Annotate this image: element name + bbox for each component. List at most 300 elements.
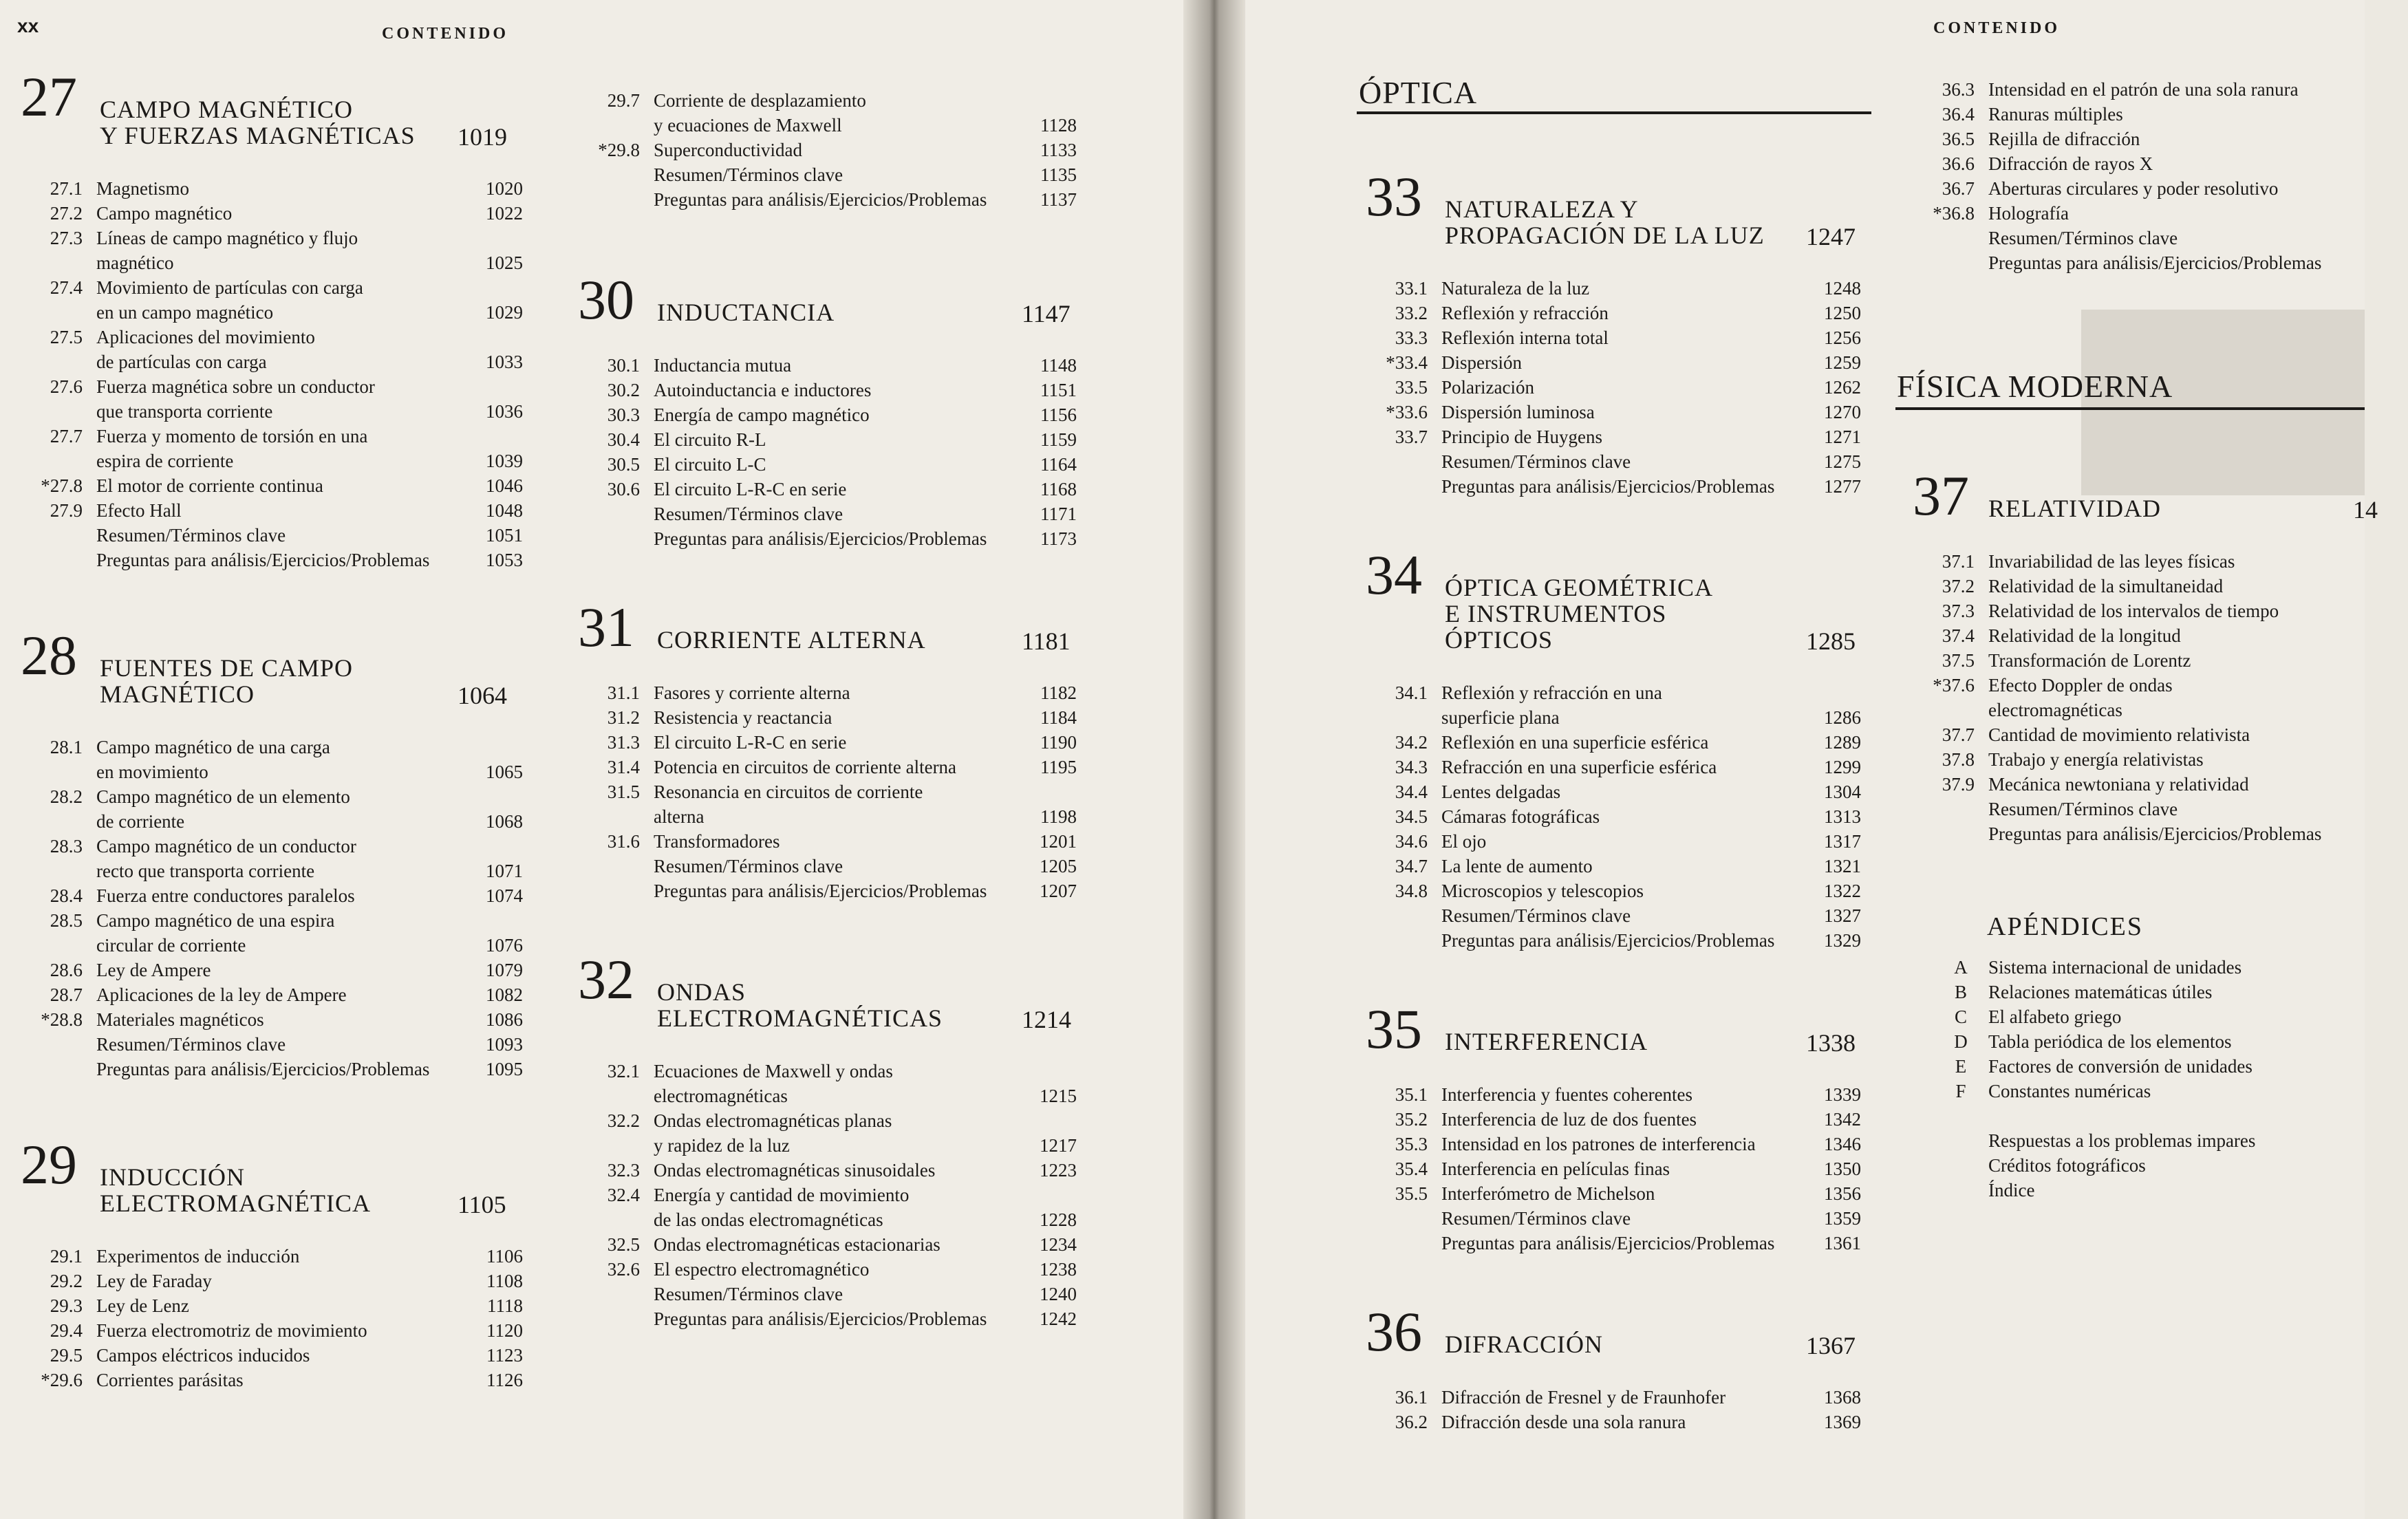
section-number: 29.2 (50, 1271, 83, 1291)
chapter-page: 1247 (1806, 223, 1856, 250)
page-number: 1207 (1040, 881, 1077, 901)
section-number: 32.2 (607, 1110, 640, 1131)
toc-entry (1913, 797, 2408, 821)
section-number: 32.6 (607, 1259, 640, 1280)
page-number: 1020 (486, 178, 523, 199)
appendix-letter: D (1954, 1031, 1968, 1052)
left-running-head: CONTENIDO (382, 25, 509, 43)
section-title: Ondas electromagnéticas planas (654, 1110, 892, 1131)
right-column-1 (1366, 165, 1861, 1434)
page-number: 1356 (1824, 1183, 1861, 1204)
toc-entry (21, 1318, 523, 1343)
chapter-title-line: NATURALEZA Y (1445, 195, 1639, 223)
section-title: Fuerza electromotriz de movimiento (96, 1320, 367, 1341)
appendix-letter: E (1955, 1056, 1967, 1077)
section-title: Dispersión luminosa (1441, 402, 1595, 422)
page-number: 1317 (1824, 831, 1861, 852)
section-number: 27.7 (50, 426, 83, 446)
toc-entry (1913, 127, 2365, 151)
appendix-letter: A (1954, 957, 1968, 978)
chapter-page: 1064 (458, 682, 507, 709)
toc-entry (1913, 574, 2408, 599)
toc-entry (578, 427, 1077, 452)
section-title: Interferencia y fuentes coherentes (1441, 1084, 1693, 1105)
section-list (1366, 1385, 1861, 1434)
section-title: alterna (654, 806, 705, 827)
chapter-title-line: Y FUERZAS MAGNÉTICAS (100, 122, 416, 149)
section-title: Preguntas para análisis/Ejercicios/Problemas (1988, 823, 2322, 844)
page-number: 1086 (486, 1009, 523, 1030)
section-list (1366, 276, 1861, 499)
chapter-header (1366, 543, 1861, 680)
section-number: *29.6 (41, 1370, 83, 1390)
section-number: 36.2 (1395, 1412, 1428, 1432)
page-number: 1339 (1824, 1084, 1861, 1105)
section-title: Inductancia mutua (654, 355, 792, 376)
chapter-block (21, 624, 523, 1081)
toc-entry (21, 424, 523, 473)
section-number: 29.3 (50, 1295, 83, 1316)
page-number: 1036 (486, 401, 523, 422)
section-title: de las ondas electromagnéticas (654, 1209, 883, 1230)
section-list (21, 176, 523, 572)
toc-entry (21, 982, 523, 1007)
page-number: 1248 (1824, 278, 1861, 299)
toc-entry (21, 325, 523, 374)
chapter-title (1445, 1331, 1603, 1357)
section-title: Preguntas para análisis/Ejercicios/Problemas (654, 881, 987, 901)
chapter-title (1445, 196, 1765, 248)
toc-entry (21, 1269, 523, 1293)
toc-entry (578, 477, 1077, 502)
appendix-item (1947, 1004, 2360, 1029)
section-number: 36.3 (1942, 79, 1975, 100)
chapter-title-line: ELECTROMAGNÉTICA (100, 1189, 371, 1217)
left-column-2-continuation (578, 88, 1077, 212)
appendix-item (1947, 1029, 2360, 1054)
section-title: superficie plana (1441, 707, 1560, 728)
toc-entry (1913, 772, 2408, 797)
appendix-title: Factores de conversión de unidades (1988, 1056, 2253, 1077)
section-title: Reflexión en una superficie esférica (1441, 732, 1709, 753)
section-title: Refracción en una superficie esférica (1441, 757, 1717, 777)
toc-entry (578, 1059, 1077, 1108)
page-number: 1271 (1824, 427, 1861, 447)
chapter-page: 14 (2353, 496, 2378, 524)
section-title: Trabajo y energía relativistas (1988, 749, 2204, 770)
section-title: circular de corriente (96, 935, 246, 956)
page-number: 1313 (1824, 806, 1861, 827)
page-number: 1240 (1040, 1284, 1077, 1304)
chapter-header (578, 948, 1077, 1059)
section-title: Resumen/Términos clave (654, 856, 843, 876)
chapter-block (21, 65, 523, 572)
section-title: Naturaleza de la luz (1441, 278, 1590, 299)
section-title: Aplicaciones de la ley de Ampere (96, 984, 347, 1005)
page-number: 1106 (486, 1246, 523, 1267)
section-title: Reflexión interna total (1441, 327, 1609, 348)
page-number: 1135 (1040, 164, 1077, 185)
toc-entry (578, 162, 1077, 187)
chapter-title-line: DIFRACCIÓN (1445, 1331, 1604, 1358)
section-title: Relatividad de la longitud (1988, 625, 2181, 646)
appendix-item (1947, 980, 2360, 1004)
toc-entry (1913, 599, 2408, 623)
section-title: Relatividad de la simultaneidad (1988, 576, 2224, 596)
page-number: 1201 (1040, 831, 1077, 852)
toc-entry (578, 88, 1077, 138)
toc-entry (1366, 400, 1861, 424)
chapter-block (578, 948, 1077, 1331)
toc-entry (578, 730, 1077, 755)
section-title: Campo magnético de un elemento (96, 786, 350, 807)
page-number: 1217 (1040, 1135, 1077, 1156)
toc-entry (21, 548, 523, 572)
section-number: 37.7 (1942, 724, 1975, 745)
toc-entry (1366, 375, 1861, 400)
appendix-letter: B (1954, 982, 1967, 1002)
section-title: Líneas de campo magnético y flujo (96, 228, 358, 248)
toc-entry (578, 1108, 1077, 1158)
page-number: 1046 (486, 475, 523, 496)
section-title: Preguntas para análisis/Ejercicios/Problemas (654, 189, 987, 210)
page-number: 1171 (1040, 504, 1077, 524)
section-number: 36.7 (1942, 178, 1975, 199)
toc-entry (1366, 1410, 1861, 1434)
section-number: 36.5 (1942, 129, 1975, 149)
toc-entry (1366, 1385, 1861, 1410)
section-number: 33.3 (1395, 327, 1428, 348)
right-column-2 (1913, 464, 2408, 846)
section-title: Preguntas para análisis/Ejercicios/Problemas (96, 1059, 430, 1079)
section-list (21, 1244, 523, 1392)
section-title: Aplicaciones del movimiento (96, 327, 315, 347)
section-title: de corriente (96, 811, 185, 832)
chapter-header (1913, 464, 2408, 549)
chapter-block (21, 1133, 523, 1392)
section-number: 29.7 (607, 90, 640, 111)
section-list (1913, 77, 2365, 275)
section-title: Resumen/Términos clave (1441, 451, 1631, 472)
section-title: Resumen/Términos clave (654, 1284, 843, 1304)
section-number: 29.1 (50, 1246, 83, 1267)
page-number: 1350 (1824, 1159, 1861, 1179)
section-number: 32.3 (607, 1160, 640, 1181)
toc-entry (578, 1158, 1077, 1183)
section-number: 28.1 (50, 737, 83, 757)
section-title: electromagnéticas (1988, 700, 2122, 720)
page-number: 1250 (1824, 303, 1861, 323)
section-title: Fasores y corriente alterna (654, 682, 850, 703)
section-number: 30.5 (607, 454, 640, 475)
toc-entry (1366, 1181, 1861, 1206)
page-number: 1205 (1040, 856, 1077, 876)
section-title: Difracción desde una sola ranura (1441, 1412, 1686, 1432)
page-number: 1329 (1824, 930, 1861, 951)
section-title: Energía y cantidad de movimiento (654, 1185, 910, 1205)
page-number: 1368 (1824, 1387, 1861, 1408)
section-number: 34.7 (1395, 856, 1428, 876)
toc-entry (1913, 77, 2365, 102)
toc-entry (1366, 474, 1861, 499)
section-title: Fuerza entre conductores paralelos (96, 885, 355, 906)
toc-entry (1366, 325, 1861, 350)
toc-entry (1913, 549, 2408, 574)
section-title: Resumen/Términos clave (1441, 1208, 1631, 1229)
section-number: 34.3 (1395, 757, 1428, 777)
section-title: magnético (96, 252, 174, 273)
page-number: 1065 (486, 762, 523, 782)
section-title: Ondas electromagnéticas estacionarias (654, 1234, 940, 1255)
section-list (578, 353, 1077, 551)
page-number: 1256 (1824, 327, 1861, 348)
section-number: 27.2 (50, 203, 83, 224)
page-number: 1039 (486, 451, 523, 471)
section-title: espira de corriente (96, 451, 234, 471)
section-number: 30.2 (607, 380, 640, 400)
toc-entry (1366, 1132, 1861, 1156)
toc-entry (578, 1306, 1077, 1331)
toc-entry (1366, 1156, 1861, 1181)
section-number: 34.6 (1395, 831, 1428, 852)
toc-entry (1913, 648, 2408, 673)
section-number: 35.5 (1395, 1183, 1428, 1204)
section-number: 31.3 (607, 732, 640, 753)
chapter-page: 1338 (1806, 1029, 1856, 1057)
section-title: Aberturas circulares y poder resolutivo (1988, 178, 2279, 199)
section-title: Experimentos de inducción (96, 1246, 300, 1267)
toc-entry (1366, 449, 1861, 474)
section-number: 34.4 (1395, 782, 1428, 802)
right-running-head: CONTENIDO (1933, 19, 2061, 37)
section-title: Efecto Hall (96, 500, 182, 521)
page-number: 1346 (1824, 1134, 1861, 1154)
section-number: 35.1 (1395, 1084, 1428, 1105)
chapter-page: 1105 (458, 1191, 506, 1218)
toc-entry (578, 502, 1077, 526)
section-title: Transformadores (654, 831, 780, 852)
toc-entry (578, 187, 1077, 212)
section-title: Resistencia y reactancia (654, 707, 832, 728)
section-number: 27.6 (50, 376, 83, 397)
toc-entry (1366, 350, 1861, 375)
left-page-number: xx (17, 15, 39, 36)
section-rule-optica (1357, 111, 1871, 114)
section-title: Magnetismo (96, 178, 189, 199)
page-number: 1118 (487, 1295, 523, 1316)
section-title: Corrientes parásitas (96, 1370, 244, 1390)
section-title: que transporta corriente (96, 401, 273, 422)
section-title: recto que transporta corriente (96, 861, 315, 881)
page-number: 1242 (1040, 1308, 1077, 1329)
toc-entry (21, 523, 523, 548)
section-number: 34.2 (1395, 732, 1428, 753)
section-title: Preguntas para análisis/Ejercicios/Problemas (1441, 476, 1775, 497)
section-title: Intensidad en el patrón de una sola ranura (1988, 79, 2299, 100)
section-title: de partículas con carga (96, 352, 267, 372)
section-title: en movimiento (96, 762, 208, 782)
page-number: 1156 (1040, 405, 1077, 425)
section-number: 31.4 (607, 757, 640, 777)
chapter-number: 32 (578, 948, 634, 1011)
toc-entry (578, 1183, 1077, 1232)
section-title: Resumen/Términos clave (654, 164, 843, 185)
section-title: El circuito L-R-C en serie (654, 479, 847, 499)
toc-entry (21, 226, 523, 275)
page-number: 1198 (1040, 806, 1077, 827)
appendix-title: Relaciones matemáticas útiles (1988, 982, 2213, 1002)
page-number: 1234 (1040, 1234, 1077, 1255)
chapter-title (1445, 574, 1713, 653)
section-title: Potencia en circuitos de corriente alterna (654, 757, 957, 777)
section-title: en un campo magnético (96, 302, 274, 323)
page-number: 1359 (1824, 1208, 1861, 1229)
chapter-header (21, 624, 523, 735)
chapter-title (100, 1164, 371, 1216)
page-number: 1270 (1824, 402, 1861, 422)
toc-entry (1366, 276, 1861, 301)
chapter-page: 1147 (1022, 300, 1071, 327)
section-title: Cantidad de movimiento relativista (1988, 724, 2250, 745)
toc-entry (1366, 854, 1861, 879)
chapter-title (657, 627, 926, 653)
section-number: 33.1 (1395, 278, 1428, 299)
section-number: *37.6 (1933, 675, 1975, 696)
section-number: 31.1 (607, 682, 640, 703)
section-number: 28.4 (50, 885, 83, 906)
section-list (1913, 549, 2408, 846)
section-title: Energía de campo magnético (654, 405, 870, 425)
section-title: La lente de aumento (1441, 856, 1593, 876)
chapter-number: 36 (1366, 1300, 1422, 1363)
toc-entry (1366, 680, 1861, 730)
section-title: Resumen/Términos clave (96, 525, 286, 546)
section-number: 35.3 (1395, 1134, 1428, 1154)
appendices-list (1947, 955, 2360, 1103)
chapter-header (578, 596, 1077, 680)
section-title: y rapidez de la luz (654, 1135, 790, 1156)
chapter-header (1366, 998, 1861, 1082)
chapter-title-line: ÓPTICA GEOMÉTRICA (1445, 574, 1714, 601)
section-title: Preguntas para análisis/Ejercicios/Problemas (1988, 252, 2322, 273)
toc-entry (1913, 673, 2408, 722)
section-title: Ley de Faraday (96, 1271, 212, 1291)
toc-entry (21, 473, 523, 498)
page-number: 1182 (1040, 682, 1077, 703)
section-title: El motor de corriente continua (96, 475, 323, 496)
chapter-page: 1285 (1806, 627, 1856, 655)
toc-entry (1366, 1206, 1861, 1231)
section-number: 32.1 (607, 1061, 640, 1081)
page-number: 1022 (486, 203, 523, 224)
page-number: 1048 (486, 500, 523, 521)
section-title: Resumen/Términos clave (96, 1034, 286, 1055)
section-title: Corriente de desplazamiento (654, 90, 866, 111)
toc-entry (21, 735, 523, 784)
page-number: 1262 (1824, 377, 1861, 398)
appendix-title: Constantes numéricas (1988, 1081, 2151, 1101)
page-number: 1259 (1824, 352, 1861, 373)
section-number: 35.4 (1395, 1159, 1428, 1179)
toc-entry (1366, 1231, 1861, 1256)
section-number: *36.8 (1933, 203, 1975, 224)
section-title: Resumen/Términos clave (654, 504, 843, 524)
section-number: 31.5 (607, 782, 640, 802)
page-number: 1228 (1040, 1209, 1077, 1230)
toc-entry (21, 883, 523, 908)
section-title: Campo magnético de un conductor (96, 836, 356, 857)
toc-entry (21, 1293, 523, 1318)
section-rule-fisica-moderna (1895, 407, 2365, 410)
toc-entry (21, 374, 523, 424)
page-number: 1304 (1824, 782, 1861, 802)
toc-entry (1366, 804, 1861, 829)
toc-entry (1913, 176, 2365, 201)
page-number: 1076 (486, 935, 523, 956)
section-heading-optica: ÓPTICA (1359, 75, 1478, 110)
toc-entry (1913, 821, 2408, 846)
section-list (21, 735, 523, 1081)
page-number: 1071 (486, 861, 523, 881)
section-number: *33.4 (1386, 352, 1428, 373)
chapter-block (578, 596, 1077, 903)
page-number: 1137 (1040, 189, 1077, 210)
page-number: 1068 (486, 811, 523, 832)
toc-entry (1913, 201, 2365, 226)
chapter-title (1445, 1028, 1648, 1055)
chapter-block (1913, 464, 2408, 846)
section-title: Microscopios y telescopios (1441, 881, 1644, 901)
page-number: 1289 (1824, 732, 1861, 753)
chapter-header (21, 65, 523, 176)
section-title: El espectro electromagnético (654, 1259, 870, 1280)
page-number: 1082 (486, 984, 523, 1005)
page-number: 1190 (1040, 732, 1077, 753)
chapter-number: 33 (1366, 165, 1422, 228)
chapter-title-line: ONDAS (657, 978, 746, 1006)
section-number: 33.2 (1395, 303, 1428, 323)
section-number: *28.8 (41, 1009, 83, 1030)
appendix-title: Tabla periódica de los elementos (1988, 1031, 2232, 1052)
chapter-title (1988, 495, 2161, 521)
appendix-title: El alfabeto griego (1988, 1006, 2122, 1027)
section-number: 30.3 (607, 405, 640, 425)
section-title: electromagnéticas (654, 1086, 788, 1106)
toc-entry (578, 378, 1077, 402)
section-title: Reflexión y refracción en una (1441, 682, 1662, 703)
section-title: Dispersión (1441, 352, 1522, 373)
section-title: Fuerza y momento de torsión en una (96, 426, 368, 446)
toc-entry (578, 755, 1077, 779)
section-title: y ecuaciones de Maxwell (654, 115, 842, 136)
section-number: 36.4 (1942, 104, 1975, 125)
toc-entry (578, 680, 1077, 705)
toc-entry (1366, 779, 1861, 804)
page-number: 1299 (1824, 757, 1861, 777)
section-title: Difracción de Fresnel y de Fraunhofer (1441, 1387, 1726, 1408)
section-title: El circuito L-C (654, 454, 766, 475)
page-number: 1053 (486, 550, 523, 570)
section-number: 28.6 (50, 960, 83, 980)
chapter-block (1366, 165, 1861, 499)
toc-entry (578, 705, 1077, 730)
toc-entry (1366, 829, 1861, 854)
page-number: 1369 (1824, 1412, 1861, 1432)
section-number: 29.5 (50, 1345, 83, 1366)
section-title: El ojo (1441, 831, 1487, 852)
left-column-2 (578, 268, 1077, 1331)
section-number: 37.2 (1942, 576, 1975, 596)
